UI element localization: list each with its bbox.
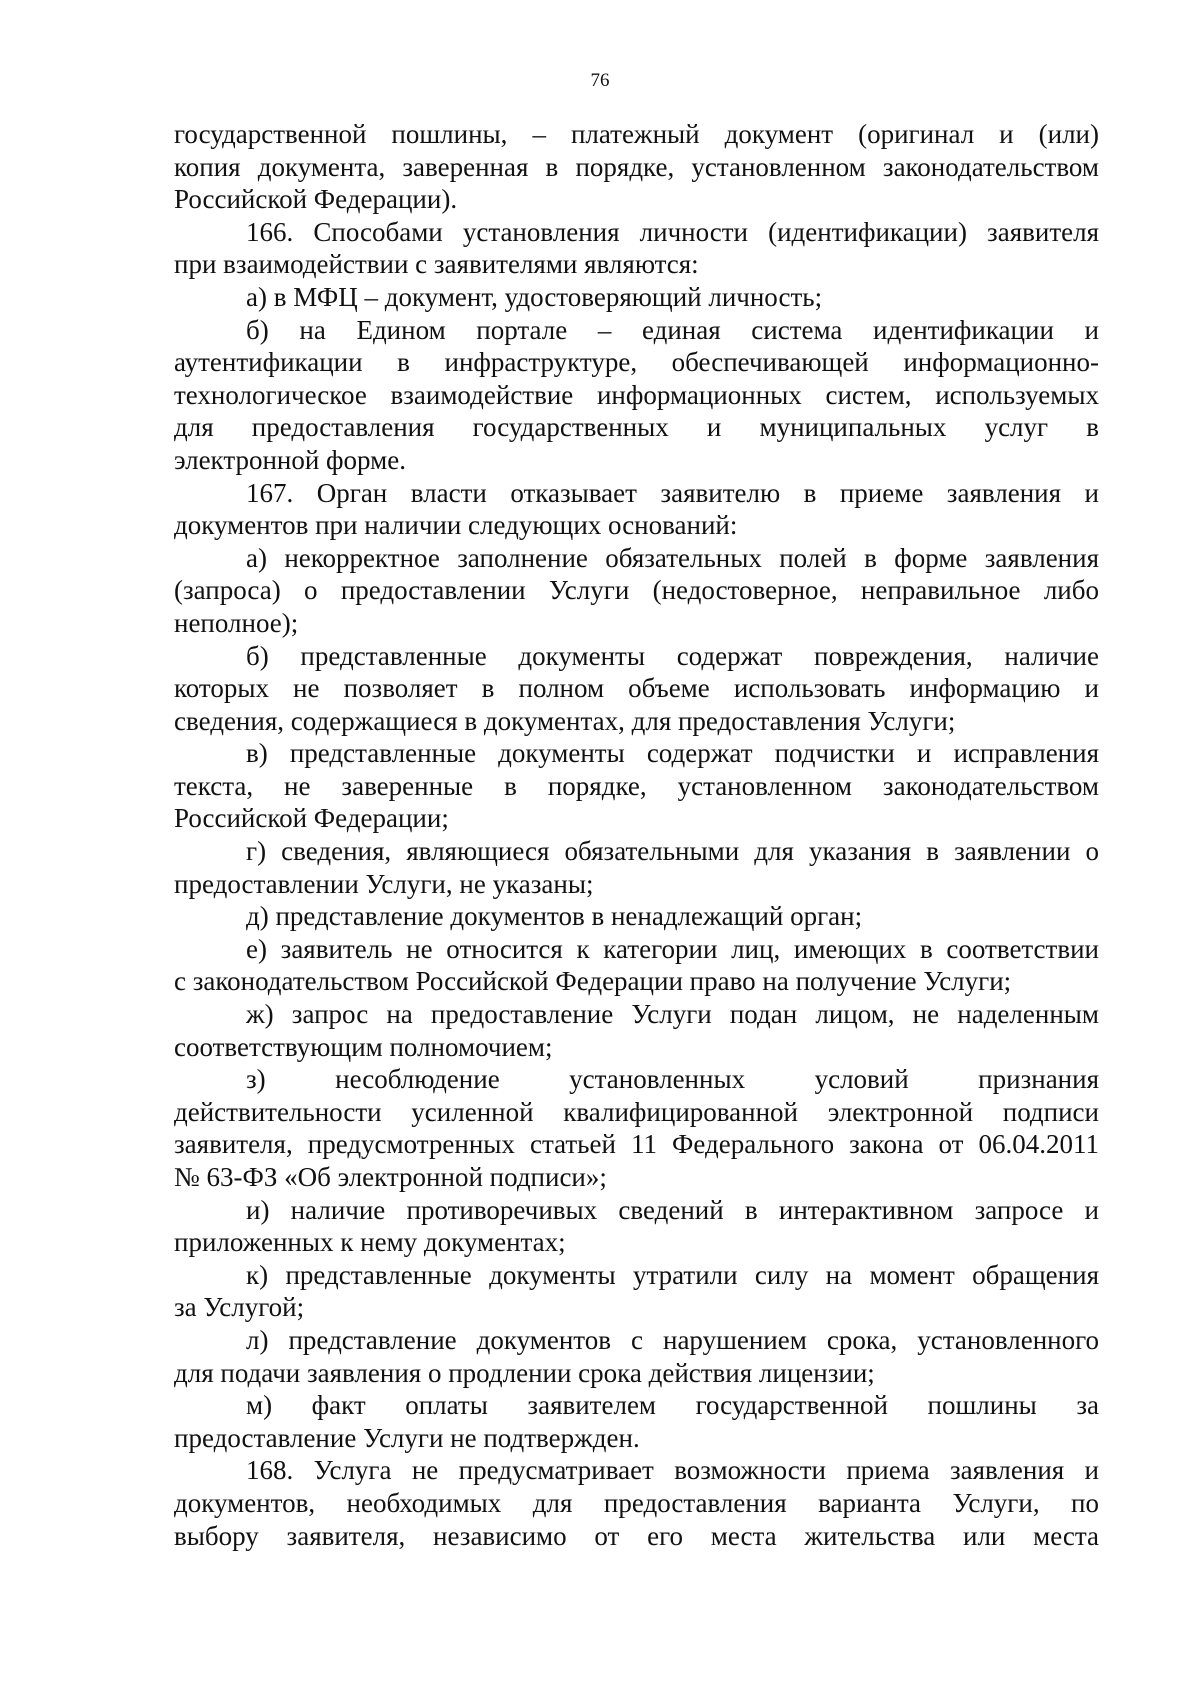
page-number: 76 <box>590 70 610 91</box>
text-line: документов, необходимых для предоставления варианта Услуги, по <box>174 1487 1099 1518</box>
list-item-m: м) факт оплаты заявителем государственной пошлины за <box>246 1390 1099 1421</box>
text-line: для предоставления государственных и муниципальных услуг в <box>174 412 1099 443</box>
text-line: электронной форме. <box>174 444 406 475</box>
text-line: аутентификации в инфраструктуре, обеспечивающей информационно- <box>174 347 1099 378</box>
list-item-v: в) представленные документы содержат подчистки и исправления <box>246 738 1099 769</box>
paragraph-168-start: 168. Услуга не предусматривает возможности приема заявления и <box>246 1455 1099 1486</box>
text-line: предоставлении Услуги, не указаны; <box>174 868 594 899</box>
list-item-g: г) сведения, являющиеся обязательными для указания в заявлении о <box>246 836 1099 867</box>
text-line: выбору заявителя, независимо от его места жительства или места <box>174 1520 1099 1551</box>
text-line: заявителя, предусмотренных статьей 11 Федерального закона от 06.04.2011 <box>174 1129 1099 1160</box>
text-line: соответствующим полномочием; <box>174 1031 553 1062</box>
text-line: текста, не заверенные в порядке, установленном законодательством <box>174 770 1099 801</box>
text-line: действительности усиленной квалифицированной электронной подписи <box>174 1096 1099 1127</box>
text-line: технологическое взаимодействие информационных систем, используемых <box>174 379 1099 410</box>
list-item-d: д) представление документов в ненадлежащий орган; <box>246 901 863 932</box>
text-line: при взаимодействии с заявителями являются: <box>174 249 699 280</box>
paragraph-166-start: 166. Способами установления личности (идентификации) заявителя <box>246 216 1099 247</box>
text-line: (запроса) о предоставлении Услуги (недостоверное, неправильное либо <box>174 575 1099 606</box>
list-item-a: а) некорректное заполнение обязательных полей в форме заявления <box>246 542 1099 573</box>
list-item-k: к) представленные документы утратили силу на момент обращения <box>246 1259 1099 1290</box>
list-item-a: а) в МФЦ – документ, удостоверяющий личность; <box>246 281 823 312</box>
list-item-i: и) наличие противоречивых сведений в интерактивном запросе и <box>246 1194 1099 1225</box>
text-line: Российской Федерации). <box>174 184 458 215</box>
paragraph-167-start: 167. Орган власти отказывает заявителю в приеме заявления и <box>246 477 1099 508</box>
text-line: которых не позволяет в полном объеме использовать информацию и <box>174 673 1099 704</box>
list-item-z: з) несоблюдение установленных условий признания <box>246 1064 1099 1095</box>
text-line: Российской Федерации; <box>174 803 449 834</box>
list-item-zh: ж) запрос на предоставление Услуги подан лицом, не наделенным <box>246 999 1099 1030</box>
text-line: для подачи заявления о продлении срока действия лицензии; <box>174 1357 875 1388</box>
text-line: № 63-ФЗ «Об электронной подписи»; <box>174 1162 607 1192</box>
text-line: государственной пошлины, – платежный документ (оригинал и (или) <box>174 119 1099 149</box>
list-item-l: л) представление документов с нарушением срока, установленного <box>246 1324 1099 1355</box>
text-line: сведения, содержащиеся в документах, для предоставления Услуги; <box>174 705 956 736</box>
text-line: документов при наличии следующих оснований: <box>174 510 738 541</box>
list-item-e: е) заявитель не относится к категории лиц, имеющих в соответствии <box>246 933 1099 964</box>
text-line: копия документа, заверенная в порядке, установленном законодательством <box>174 151 1099 182</box>
list-item-b: б) представленные документы содержат повреждения, наличие <box>246 640 1099 671</box>
text-line: неполное); <box>174 607 299 638</box>
text-line: за Услугой; <box>174 1292 305 1323</box>
text-line: предоставление Услуги не подтвержден. <box>174 1422 640 1453</box>
text-line: с законодательством Российской Федерации право на получение Услуги; <box>174 966 1012 997</box>
text-line: приложенных к нему документах; <box>174 1227 566 1258</box>
document-body <box>174 118 1099 1552</box>
list-item-b: б) на Едином портале – единая система идентификации и <box>246 314 1099 345</box>
